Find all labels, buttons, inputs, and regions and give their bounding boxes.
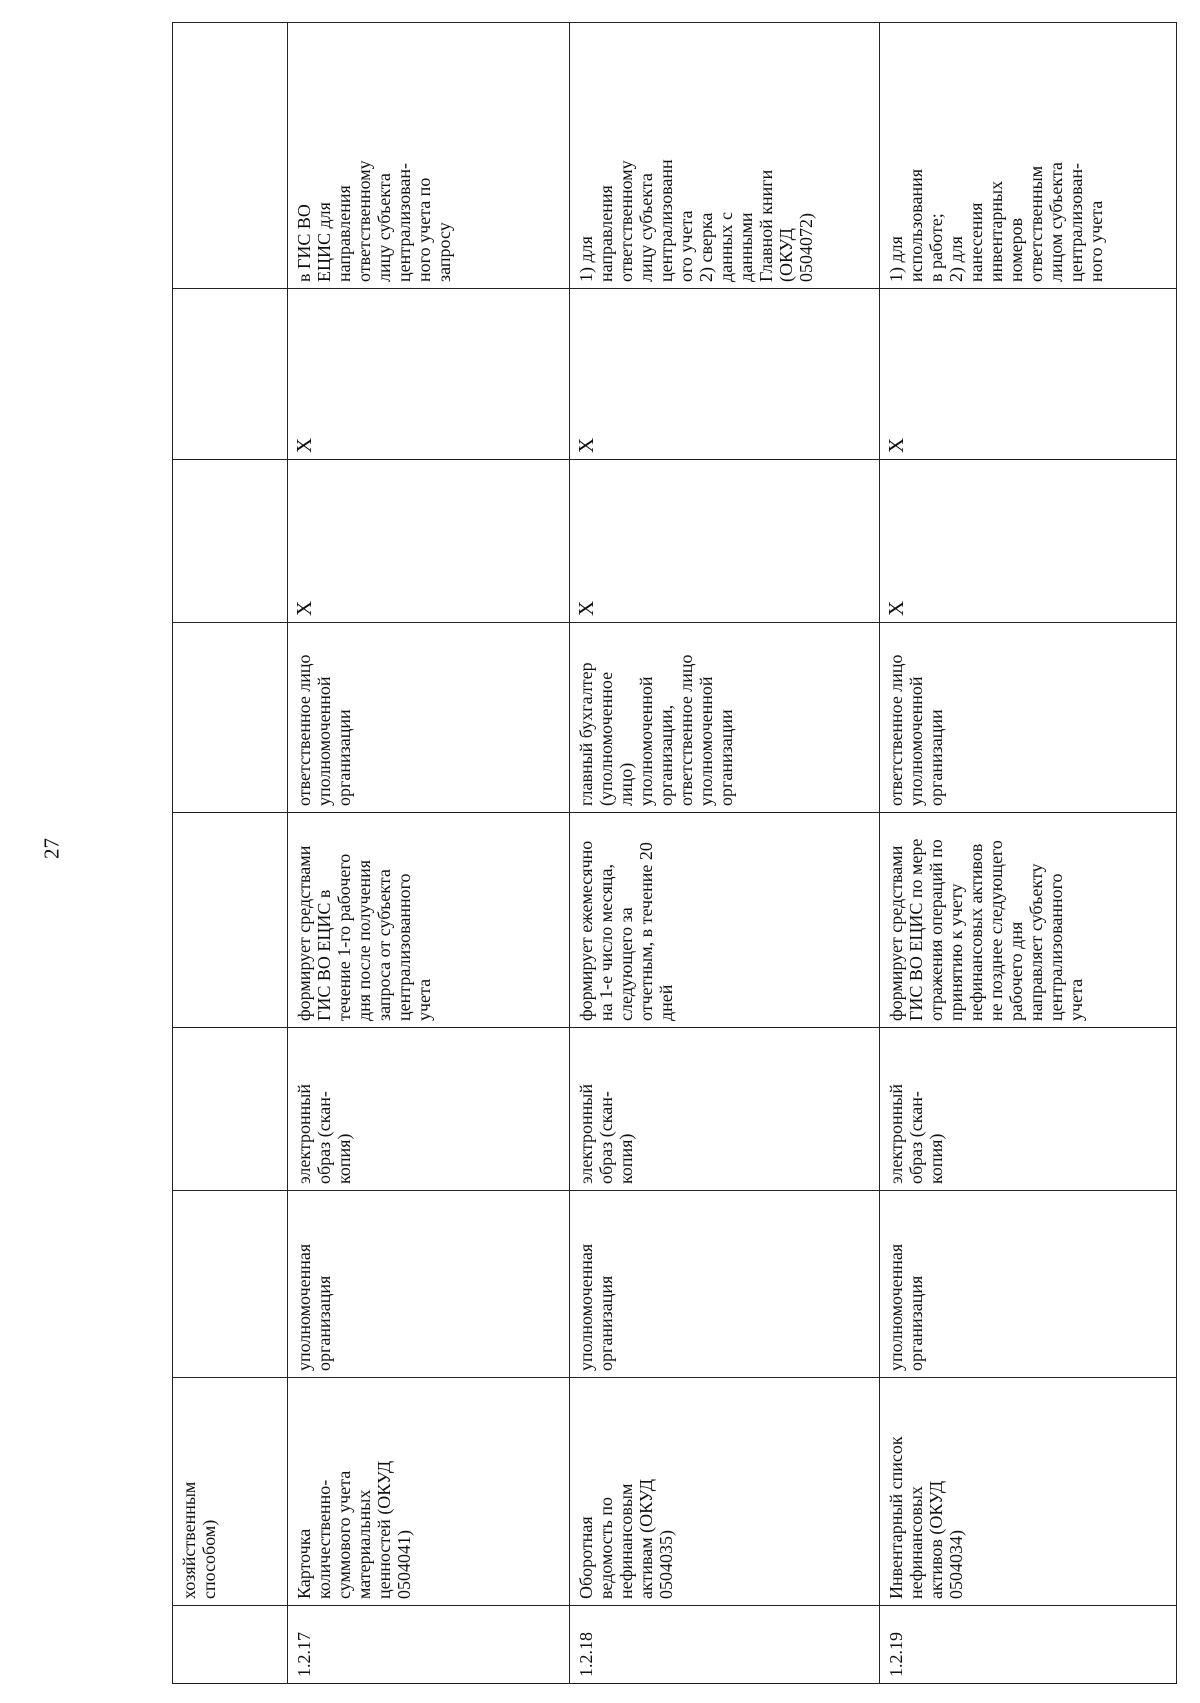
x-mark: X (880, 289, 1177, 460)
x-mark: X (569, 289, 879, 460)
timing: формирует средствами ГИС ВО ЕЦИС по мере отражения операций по принятию к учету нефинансовых активов не позднее следующего рабочего дня направляет субъекту централизованного учета (880, 813, 1177, 1028)
row-number: 1.2.17 (287, 1606, 569, 1684)
creator: уполномоченная организация (287, 1191, 569, 1378)
timing: формирует ежемесячно на 1-е число месяца, следующего за отчетным, в течение 20 дней (569, 813, 879, 1028)
row-number: 1.2.18 (569, 1606, 879, 1684)
header-cell (173, 623, 288, 813)
table-row (569, 23, 879, 1684)
purpose: в ГИС ВО ЕЦИС для направления ответственному лицу субъекта централизован- ного учета по запросу (287, 23, 569, 289)
header-cell (173, 460, 288, 623)
header-cell (173, 1606, 288, 1684)
responsible-person: главный бухгалтер (уполномоченное лицо) уполномоченной организации, ответственное лицо уполномоченной организации (569, 623, 879, 813)
x-mark: X (287, 289, 569, 460)
document-form: электронный образ (скан- копия) (880, 1028, 1177, 1191)
purpose: 1) для использования в работе; 2) для нанесения инвентарных номеров ответственным лицом субъекта централизован- ного учета (880, 23, 1177, 289)
header-cell (173, 23, 288, 289)
header-cell (173, 1028, 288, 1191)
header-cell (173, 1191, 288, 1378)
table-row (287, 23, 569, 1684)
table-row (880, 23, 1177, 1684)
rotated-table-wrapper (172, 23, 1177, 1684)
document-form: электронный образ (скан- копия) (287, 1028, 569, 1191)
header-cell: хозяйственным способом) (173, 1378, 288, 1606)
page-number: 27 (39, 838, 64, 859)
header-continuation-row (173, 23, 288, 1684)
document-registry-table (172, 22, 1177, 1684)
document-name: Инвентарный список нефинансовых активов (ОКУД 0504034) (880, 1378, 1177, 1606)
page-body (172, 23, 1177, 1684)
row-number: 1.2.19 (880, 1606, 1177, 1684)
document-name: Оборотная ведомость по нефинансовым активам (ОКУД 0504035) (569, 1378, 879, 1606)
header-cell (173, 813, 288, 1028)
x-mark: X (880, 460, 1177, 623)
x-mark: X (287, 460, 569, 623)
responsible-person: ответственное лицо уполномоченной организации (880, 623, 1177, 813)
purpose: 1) для направления ответственному лицу субъекта централизованн ого учета 2) сверка данных с данными Главной книги (ОКУД 0504072) (569, 23, 879, 289)
creator: уполномоченная организация (880, 1191, 1177, 1378)
responsible-person: ответственное лицо уполномоченной организации (287, 623, 569, 813)
document-name: Карточка количественно- суммового учета материальных ценностей (ОКУД 0504041) (287, 1378, 569, 1606)
timing: формирует средствами ГИС ВО ЕЦИС в течение 1-го рабочего дня после получения запроса от субъекта централизованного учета (287, 813, 569, 1028)
document-form: электронный образ (скан- копия) (569, 1028, 879, 1191)
creator: уполномоченная организация (569, 1191, 879, 1378)
x-mark: X (569, 460, 879, 623)
header-cell (173, 289, 288, 460)
